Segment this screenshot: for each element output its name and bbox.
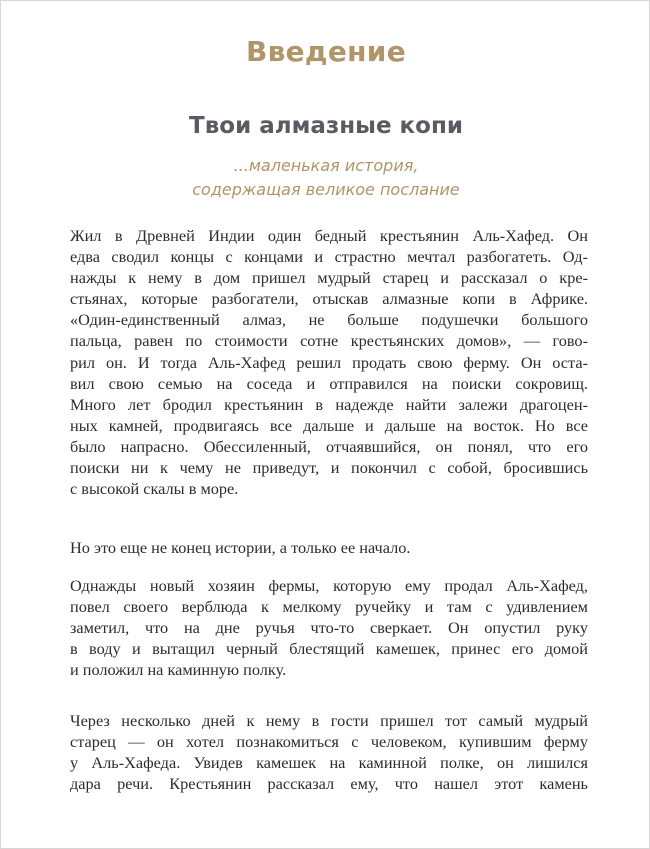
text-line: было напрасно. Обессиленный, отчаявшийся, он понял, что его	[70, 436, 588, 456]
text-line: Жил в Древней Индии один бедный крестьянин Аль-Хафед. Он	[70, 226, 588, 245]
text-line: старец — он хотел познакомиться с человеком, купившим ферму	[70, 732, 588, 752]
subtitle-line: содержащая великое послание	[192, 180, 460, 199]
text-line: нажды к нему в дом пришел мудрый старец и рассказал о кре-	[70, 268, 588, 288]
paragraph-3	[70, 575, 588, 680]
text-line: пальца, равен по стоимости сотне крестьянских домов», — гово-	[70, 331, 588, 351]
text-line: ных камней, продвигаясь все дальше и дальше на восток. Но все	[70, 415, 588, 435]
paragraph-2	[70, 537, 588, 558]
text-line: у Аль-Хафеда. Увидев камешек на каминной полке, он лишился	[70, 753, 588, 773]
text-line: Много лет бродил крестьянин в надежде найти залежи драгоцен-	[70, 394, 588, 414]
text-line: Через несколько дней к нему в гости пришел тот самый мудрый	[70, 711, 588, 730]
text-line: дара речи. Крестьянин рассказал ему, что нашел этот камень	[70, 774, 588, 794]
text-line: едва сводил концы с концами и страстно мечтал разбогатеть. Од-	[70, 247, 588, 267]
text-line: стьянах, которые разбогатели, отыскав алмазные копи в Африке.	[70, 289, 588, 309]
story-title: Твои алмазные копи	[189, 113, 463, 139]
story-subtitle	[1, 154, 650, 202]
text-line: повел своего верблюда к мелкому ручейку и там с удивлением	[70, 597, 588, 617]
text-line: и положил на каминную полку.	[70, 660, 287, 680]
text-line: рил он. И тогда Аль-Хафед решил продать свою ферму. Он оста-	[70, 352, 588, 372]
paragraph-1	[70, 225, 588, 499]
text-line: в воду и вытащил черный блестящий камешек, принес его домой	[70, 639, 588, 659]
subtitle-line: ...маленькая история,	[233, 156, 419, 175]
text-line: с высокой скалы в море.	[70, 479, 239, 499]
text-line: Однажды новый хозяин фермы, которую ему продал Аль-Хафед,	[70, 576, 588, 595]
paragraph-4	[70, 710, 588, 794]
text-line: Но это еще не конец истории, а только ее начало.	[70, 538, 411, 557]
text-line: заметил, что на дне ручья что-то сверкает. Он опустил руку	[70, 618, 588, 638]
chapter-heading: Введение	[245, 35, 406, 68]
text-line: вил свою семью на соседа и отправился на поиски сокровищ.	[70, 373, 588, 393]
text-line: поиски ни к чему не приведут, и покончил с собой, бросившись	[70, 458, 588, 478]
text-line: «Один-единственный алмаз, не больше подушечки большого	[70, 310, 588, 330]
